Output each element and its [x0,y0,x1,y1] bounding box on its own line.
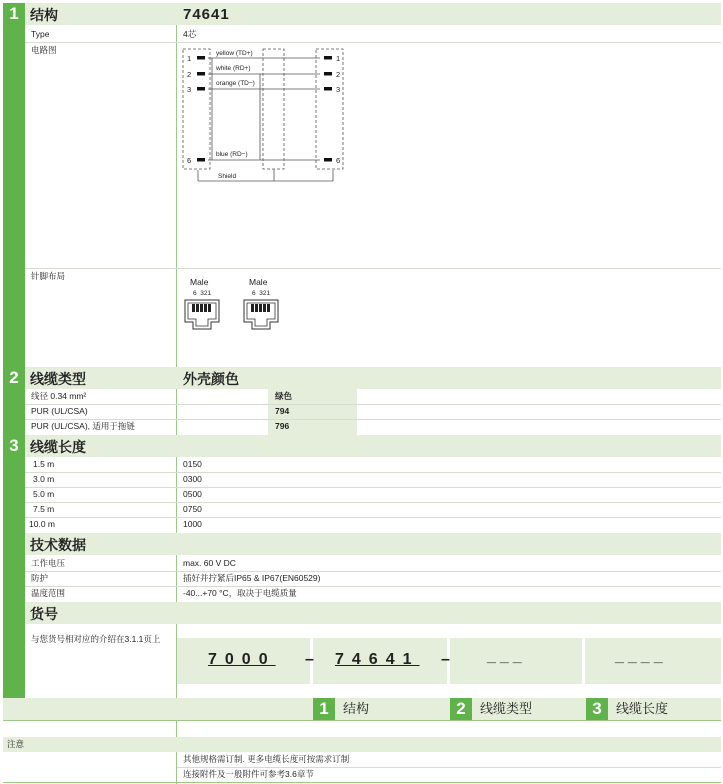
connector-2 [243,275,283,298]
connector-1-drawing [183,298,221,332]
section-1-title: 结构 [30,7,58,23]
tag-2-number: 2 [450,698,472,720]
row-divider [25,42,721,43]
order-tags-underline [3,720,721,721]
wire-left-1: 1 [187,54,192,63]
notes-header-bg [3,737,721,752]
tag-3-number: 3 [586,698,608,720]
wire-name-orange: orange (TD−) [216,80,255,87]
wire-left-2: 2 [187,70,192,79]
wire-left-6: 6 [187,156,192,165]
length-code: 1000 [183,519,202,529]
order-title: 货号 [30,606,58,622]
order-dash: – [441,651,450,668]
section-3-number: 3 [3,435,25,457]
tag-3-label: 线缆长度 [616,701,669,716]
order-blank-length: ____ [615,648,667,665]
pin-layout-label: 针脚布局 [31,271,66,281]
section-3-title: 线缆长度 [30,439,86,455]
length-code: 0300 [183,474,202,484]
tag-1-label: 结构 [343,701,370,716]
connector-2-pins: 6 321 [252,290,271,297]
row-divider [25,586,721,587]
order-part-prefix: 7000 [208,651,276,668]
notes-line: 其他规格需订制. 更多电缆长度可按需求订制 [183,754,350,764]
wire-name-yellow: yellow (TD+) [216,50,253,57]
order-blank-cable: ___ [487,648,526,665]
row-divider [25,268,721,269]
tech-label: 温度范围 [31,588,66,598]
cable-row-value: 794 [275,406,290,416]
product-code: 74641 [183,6,230,23]
circuit-diagram [178,45,358,185]
wire-right-3: 3 [336,85,341,94]
tech-label: 工作电压 [31,558,66,568]
cable-row-label: PUR (UL/CSA), 适用于拖链 [31,421,135,431]
length-label: 3.0 m [33,474,55,484]
connector-1-pins: 6 321 [193,290,212,297]
length-code: 0750 [183,504,202,514]
length-label: 1.5 m [33,459,55,469]
row-divider [25,502,721,503]
wire-right-6: 6 [336,156,341,165]
length-label: 10.0 m [29,519,55,529]
housing-color-title: 外壳颜色 [183,371,239,387]
row-divider [25,571,721,572]
length-label: 7.5 m [33,504,55,514]
tech-label: 防护 [31,573,49,583]
cable-row-label: 线径 0.34 mm² [31,391,87,401]
notes-title: 注意 [7,739,25,749]
section-3-header-bg [25,435,721,457]
length-code: 0150 [183,459,202,469]
row-divider [25,404,721,405]
wire-right-1: 1 [336,54,341,63]
row-divider [25,517,721,518]
row-divider [25,487,721,488]
length-code: 0500 [183,489,202,499]
order-seg-divider [582,638,585,684]
wire-name-blue: blue (RD−) [216,151,248,158]
wire-left-3: 3 [187,85,192,94]
tech-title: 技术数据 [30,537,86,553]
tag-1-number: 1 [313,698,335,720]
order-header-bg [25,602,721,624]
tech-value: -40...+70 °C，取决于电缆质量 [183,588,297,598]
tech-value: 插好并拧紧后IP65 & IP67(EN60529) [183,573,321,583]
type-label: Type [31,29,50,39]
connector-2-label: Male [249,277,268,287]
wire-right-2: 2 [336,70,341,79]
section-1-number: 1 [3,3,25,25]
page-bottom-line [3,782,721,783]
order-note: 与您货号相对应的介绍在3.1.1页上 [31,634,161,644]
length-label: 5.0 m [33,489,55,499]
section-1-header-bg [25,3,721,25]
notes-line: 连接附件及一般附件可参考3.6章节 [183,769,314,779]
shield-label: Shield [218,173,237,180]
section-2-number: 2 [3,367,25,389]
type-value: 4芯 [183,29,197,39]
left-green-bar [3,3,25,720]
tech-value: max. 60 V DC [183,558,236,568]
cable-row-value: 796 [275,421,290,431]
circuit-label: 电路图 [31,45,57,55]
section-2-title: 线缆类型 [30,371,86,387]
connector-1 [184,275,224,298]
row-divider [25,472,721,473]
order-part-code: 74641 [335,651,420,668]
cable-row-value: 绿色 [275,391,293,401]
section-2-header-bg [25,367,721,389]
cable-row-label: PUR (UL/CSA) [31,406,88,416]
tech-header-bg [25,533,721,555]
connector-2-drawing [242,298,280,332]
order-dash: – [305,651,314,668]
connector-1-label: Male [190,277,209,287]
tag-2-label: 线缆类型 [480,701,533,716]
wire-name-white: white (RD+) [216,65,251,72]
